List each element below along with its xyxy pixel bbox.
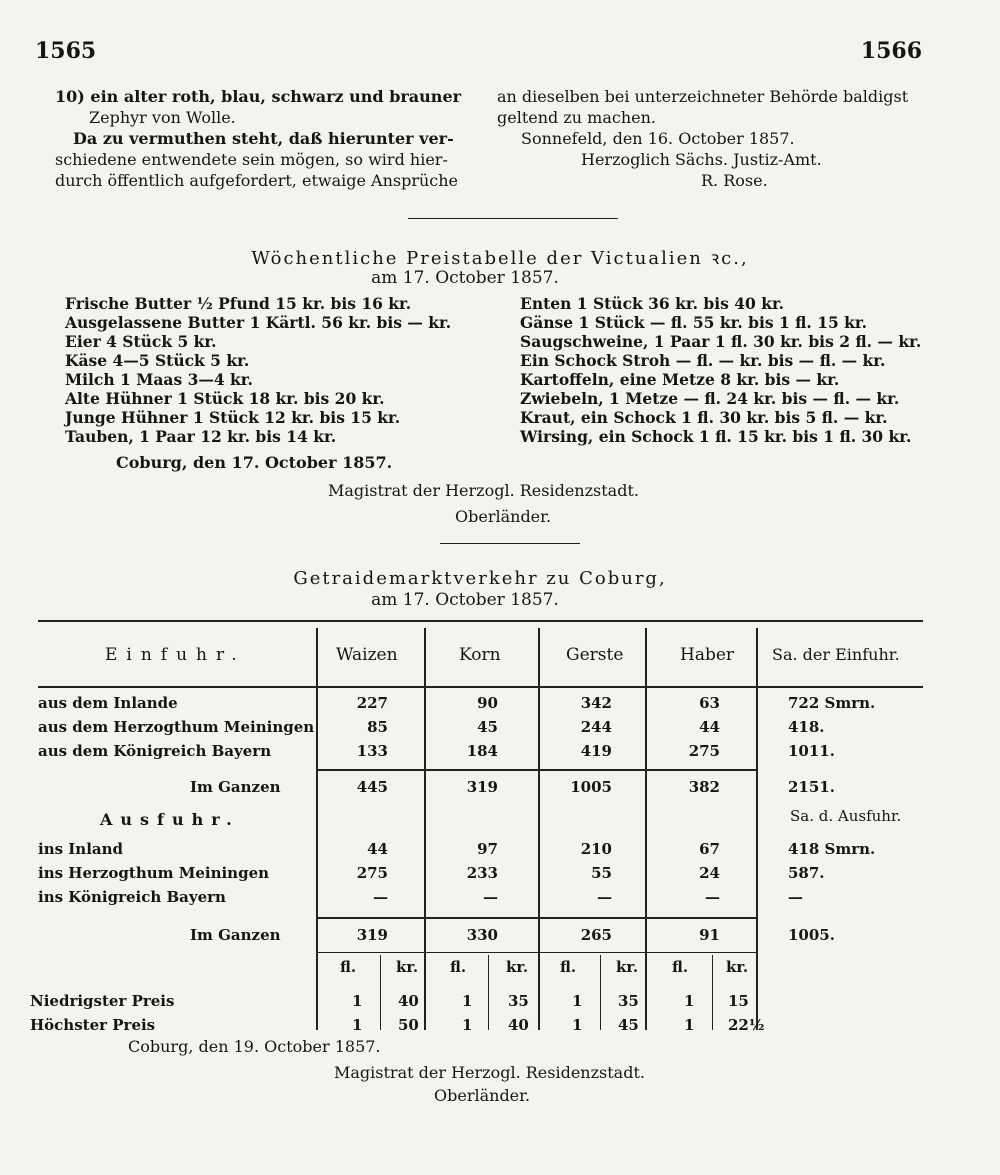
table-cell: 44 [699,718,720,736]
row-label: aus dem Königreich Bayern [38,742,272,760]
sum-cell: 418 Smrn. [788,840,876,858]
price-authority: Magistrat der Herzogl. Residenzstadt. [328,481,639,500]
sum-cell: 722 Smrn. [788,694,876,712]
header-ausfuhr: Ausfuhr. [100,810,240,829]
table-column-rule [538,628,540,1030]
table-cell: — [705,888,720,906]
price-place-date: Coburg, den 17. October 1857. [116,453,393,472]
price-item: Gänse 1 Stück — fl. 55 kr. bis 1 fl. 15 kr. [520,313,868,332]
price-fl: 1 [352,1016,363,1034]
price-item: Frische Butter ½ Pfund 15 kr. bis 16 kr. [65,294,412,313]
table-cell: 445 [356,778,388,796]
table-cell: 45 [477,718,498,736]
sum-cell: — [788,888,803,906]
price-signer: Oberländer. [455,507,552,526]
grain-authority: Magistrat der Herzogl. Residenzstadt. [334,1063,645,1082]
table-cell: 210 [580,840,612,858]
notice-line: durch öffentlich aufgefordert, etwaige Ansprüche [55,171,459,190]
header-korn: Korn [459,645,501,665]
grain-title: Getraidemarktverkehr zu Coburg, [293,568,667,589]
price-item: Kartoffeln, eine Metze 8 kr. bis — kr. [520,370,840,389]
table-cell: 97 [477,840,498,858]
table-cell: 184 [466,742,498,760]
table-cell: 90 [477,694,498,712]
table-cell: 55 [591,864,612,882]
table-cell: 24 [699,864,720,882]
price-item: Wirsing, ein Schock 1 fl. 15 kr. bis 1 fl. 30 kr. [520,427,912,446]
price-fl: 1 [462,992,473,1010]
price-item: Eier 4 Stück 5 kr. [65,332,217,351]
table-cell: 44 [367,840,388,858]
price-kr: 40 [398,992,419,1010]
unit-fl: fl. [340,958,357,976]
row-label: aus dem Inlande [38,694,178,712]
table-cell: 319 [466,778,498,796]
table-cell: 63 [699,694,720,712]
price-fl: 1 [572,992,583,1010]
table-cell: 330 [466,926,498,944]
price-kr: 15 [728,992,749,1010]
table-cell: 233 [466,864,498,882]
table-subcolumn-rule [600,955,601,1030]
table-cell: 275 [688,742,720,760]
table-cell: 67 [699,840,720,858]
price-kr: 35 [508,992,529,1010]
table-cell: 133 [356,742,388,760]
page-number-right: 1566 [860,38,922,64]
table-cell: — [483,888,498,906]
price-fl: 1 [684,1016,695,1034]
table-cell: 91 [699,926,720,944]
notice-line: geltend zu machen. [497,108,657,127]
price-kr: 22½ [728,1016,765,1034]
price-label: Höchster Preis [30,1016,156,1034]
table-cell: 244 [580,718,612,736]
price-fl: 1 [684,992,695,1010]
table-cell: 1005 [570,778,612,796]
header-waizen: Waizen [336,645,398,665]
unit-fl: fl. [450,958,467,976]
price-fl: 1 [462,1016,473,1034]
sum-cell: 418. [788,718,825,736]
price-kr: 45 [618,1016,639,1034]
row-label: ins Königreich Bayern [38,888,226,906]
table-cell: — [373,888,388,906]
price-item: Kraut, ein Schock 1 fl. 30 kr. bis 5 fl. — kr. [520,408,888,427]
header-sum-import: Sa. der Einfuhr. [772,645,900,664]
price-kr: 40 [508,1016,529,1034]
price-item: Alte Hühner 1 Stück 18 kr. bis 20 kr. [65,389,385,408]
price-label: Niedrigster Preis [30,992,175,1010]
table-cell: 419 [580,742,612,760]
price-table-title: Wöchentliche Preistabelle der Victualien ꝛc., [251,248,749,269]
notice-place-date: Sonnefeld, den 16. October 1857. [521,129,795,148]
price-item: Saugschweine, 1 Paar 1 fl. 30 kr. bis 2 fl. — kr. [520,332,922,351]
grain-signer: Oberländer. [434,1086,531,1105]
price-item: Ein Schock Stroh — fl. — kr. bis — fl. — kr. [520,351,886,370]
table-cell: 275 [356,864,388,882]
price-item: Ausgelassene Butter 1 Kärtl. 56 kr. bis — kr. [65,313,452,332]
table-column-rule [316,628,318,1030]
sum-cell: 1011. [788,742,835,760]
price-table-date: am 17. October 1857. [371,268,559,288]
sum-cell: 1005. [788,926,835,944]
table-subcolumn-rule [488,955,489,1030]
table-cell: — [597,888,612,906]
notice-line: an dieselben bei unterzeichneter Behörde baldigst [497,87,909,106]
row-label: aus dem Herzogthum Meiningen [38,718,315,736]
price-kr: 35 [618,992,639,1010]
unit-kr: kr. [506,958,529,976]
price-fl: 1 [352,992,363,1010]
sum-cell: 2151. [788,778,835,796]
unit-fl: fl. [560,958,577,976]
table-subcolumn-rule [712,955,713,1030]
notice-signer: R. Rose. [701,171,768,190]
price-item: Käse 4—5 Stück 5 kr. [65,351,250,370]
table-column-rule [756,628,758,1030]
row-label: Im Ganzen [190,778,281,796]
table-cell: 85 [367,718,388,736]
notice-authority: Herzoglich Sächs. Justiz-Amt. [581,150,822,169]
price-item: Tauben, 1 Paar 12 kr. bis 14 kr. [65,427,337,446]
grain-place-date: Coburg, den 19. October 1857. [128,1037,381,1056]
unit-kr: kr. [396,958,419,976]
page-number-left: 1565 [35,38,97,64]
price-item: Junge Hühner 1 Stück 12 kr. bis 15 kr. [65,408,401,427]
table-cell: 265 [580,926,612,944]
table-cell: 319 [356,926,388,944]
notice-line: schiedene entwendete sein mögen, so wird hier- [55,150,448,169]
notice-line: Zephyr von Wolle. [89,108,236,127]
table-column-rule [424,628,426,1030]
unit-fl: fl. [672,958,689,976]
price-fl: 1 [572,1016,583,1034]
header-sum-export: Sa. d. Ausfuhr. [790,807,902,825]
header-haber: Haber [680,645,735,665]
header-einfuhr: Einfuhr. [105,645,246,665]
row-label: ins Herzogthum Meiningen [38,864,270,882]
row-label: Im Ganzen [190,926,281,944]
header-gerste: Gerste [566,645,624,665]
table-top-rule [38,620,923,622]
table-header-rule [38,686,923,688]
price-kr: 50 [398,1016,419,1034]
price-item: Zwiebeln, 1 Metze — fl. 24 kr. bis — fl. — kr. [520,389,900,408]
table-cell: 227 [356,694,388,712]
notice-line: Da zu vermuthen steht, daß hierunter ver- [73,129,454,148]
row-label: ins Inland [38,840,124,858]
unit-kr: kr. [616,958,639,976]
unit-kr: kr. [726,958,749,976]
table-cell: 382 [688,778,720,796]
notice-line: 10) ein alter roth, blau, schwarz und brauner [55,87,462,106]
table-subcolumn-rule [380,955,381,1030]
sum-cell: 587. [788,864,825,882]
table-column-rule [645,628,647,1030]
table-cell: 342 [580,694,612,712]
grain-date: am 17. October 1857. [371,590,559,610]
price-item: Milch 1 Maas 3—4 kr. [65,370,253,389]
price-item: Enten 1 Stück 36 kr. bis 40 kr. [520,294,785,313]
